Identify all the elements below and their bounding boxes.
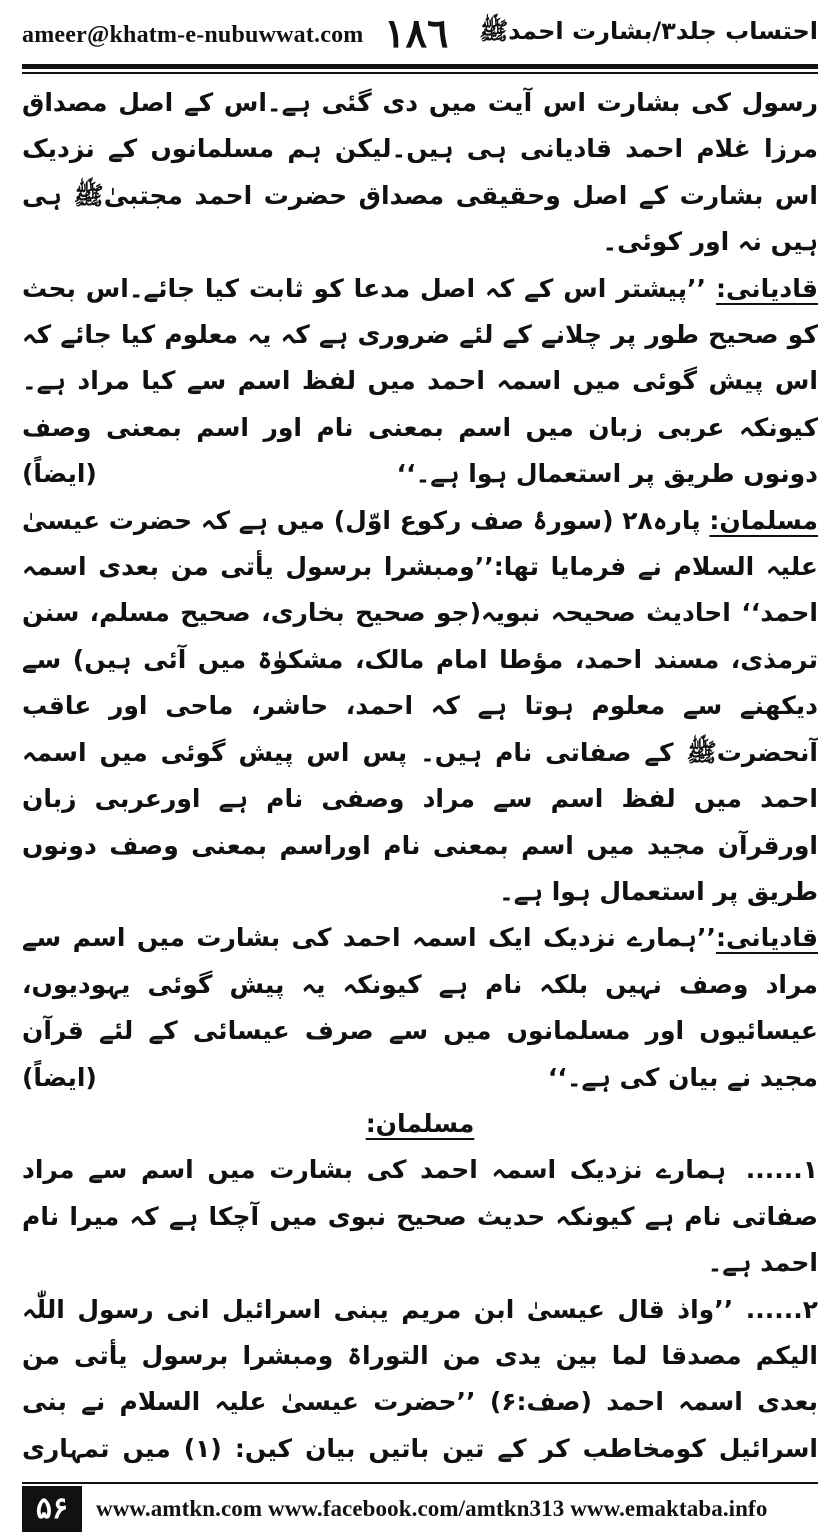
page-footer (0, 1482, 840, 1540)
footer-rule (22, 1482, 818, 1484)
speaker-muslim-2: مسلمان: (365, 1108, 475, 1138)
header-email: ameer@khatm-e-nubuwwat.com (22, 22, 364, 48)
page-header (0, 0, 840, 78)
header-rule-thick (22, 64, 818, 69)
paragraph-4 (22, 915, 818, 1101)
quranic-quote-2: ’’واذ قال عیسیٰ ابن مریم یبنی اسرائیل انی رسول اللّٰہ الیکم مصدقا لما بین یدی من التوراۃ ومبشرا برسول یأتی من بعدی اسمہ احمد (22, 1294, 818, 1417)
list-item-1-number: ۱...... (745, 1155, 818, 1185)
paragraph-4-text: ’’ہمارے نزدیک ایک اسمہ احمد کی بشارت میں اسم سے مراد وصف نہیں بلکہ نام ہے کیونکہ یہ پیش گوئی یہودیوں، عیسائیوں اور مسلمانوں میں سے صرف عیسائی کے لئے قرآن مجید نے بیان کی ہے۔‘‘ (22, 923, 818, 1092)
paragraph-1 (22, 80, 818, 266)
page-body (22, 80, 818, 1470)
paragraph-2 (22, 266, 818, 498)
list-item-2-reference: (صف:۶) (475, 1387, 607, 1417)
speaker-qadiani-1: قادیانی: (715, 273, 818, 303)
reference-ibid-1: (ایضاً) (22, 459, 97, 489)
header-page-number: ١٨٦ (384, 10, 449, 57)
paragraph-3-text-a: پارہ۲۸ (سورۂ صف رکوع اوّل) میں ہے کہ حضرت عیسیٰ علیہ السلام نے فرمایا تھا:’’ (22, 505, 818, 582)
speaker-muslim-1: مسلمان: (709, 505, 818, 535)
list-item-1-text: ہمارے نزدیک اسمہ احمد کی بشارت میں اسم سے مراد صفاتی نام ہے کیونکہ حدیث صحیح نبوی میں آچکا ہے کہ میرا نام احمد ہے۔ (22, 1155, 818, 1278)
paragraph-5 (22, 1101, 818, 1147)
header-book-title: احتساب جلد۳/بشارت احمدﷺ (479, 17, 818, 45)
list-item-1 (22, 1147, 818, 1286)
paragraph-3-text-b: ‘‘ احادیث صحیحہ نبویہ(جو صحیح بخاری، صحیح مسلم، سنن ترمذی، مسند احمد، مؤطا امام مالک، مشکوٰۃ میں آئی ہیں) سے دیکھنے سے معلوم ہوتا ہے کہ احمد، حاشر، ماحی اور عاقب آنحضرتﷺ کے صفاتی نام ہیں۔ پس اس پیش گوئی میں اسمہ احمد میں لفظ اسم سے مراد وصفی نام ہے اورعربی زبان اورقرآن مجید میں اسم بمعنی نام اوراسم بمعنی وصف دونوں طریق پر استعمال ہوا ہے۔ (22, 598, 818, 906)
header-rule-thin (22, 72, 818, 74)
footer-website-links: www.amtkn.com www.facebook.com/amtkn313 www.emaktaba.info (96, 1496, 768, 1521)
list-item-2-number: ۲...... (745, 1294, 818, 1324)
speaker-qadiani-2: قادیانی: (715, 923, 818, 953)
footer-page-number: ۵۶ (22, 1486, 82, 1532)
list-item-2-text: ’’حضرت عیسیٰ علیہ السلام نے بنی اسرائیل کومخاطب کر کے تین باتیں بیان کیں: (۱) میں تمہاری (22, 1387, 818, 1463)
paragraph-2-text: ’’پیشتر اس کے کہ اصل مدعا کو ثابت کیا جائے۔اس بحث کو صحیح طور پر چلانے کے لئے ضروری ہے کہ یہ معلوم کیا جائے کہ اس پیش گوئی میں اسمہ احمد میں لفظ اسم سے کیا مراد ہے۔ کیونکہ عربی زبان میں اسم بمعنی نام اور اسم بمعنی وصف دونوں طریق پر استعمال ہوا ہے۔‘‘ (22, 273, 818, 489)
list-item-2 (22, 1287, 818, 1470)
paragraph-3 (22, 498, 818, 916)
reference-ibid-2: (ایضاً) (22, 1062, 97, 1092)
paragraph-1-text: رسول کی بشارت اس آیت میں دی گئی ہے۔اس کے اصل مصداق مرزا غلام احمد قادیانی ہی ہیں۔لیکن ہم مسلمانوں کے نزدیک اس بشارت کے اصل وحقیقی مصداق حضرت احمد مجتبیٰﷺ ہی ہیں نہ اور کوئی۔ (22, 88, 818, 257)
quranic-quote-1: ومبشرا برسول یأتی من بعدی اسمہ احمد (22, 552, 818, 628)
